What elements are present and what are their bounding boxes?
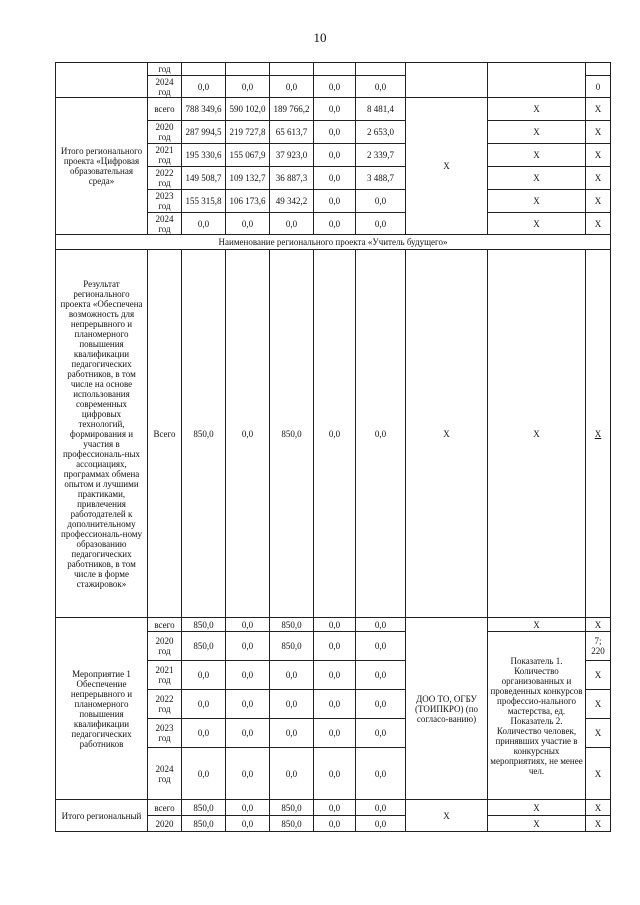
page-number: 10 bbox=[313, 30, 327, 45]
table-row: Результат регионального проекта «Обеспечена возможность для непрерывного и планомерного повышения квалификации педагогических работников, в том числе на основе использования современных цифровых технологий, формирования и участия в профессиональ-ных ассоциациях, программах обмена опытом и лучшими практиками, привлечения работодателей к дополнительному профессиональ-ному образованию педагогических работников, в том числе в форме стажировок» Всего 850,0 0,0 850,0 0,0 0,0 Х Х Х bbox=[56, 250, 611, 618]
budget-table bbox=[55, 62, 611, 832]
section-title: Наименование регионального проекта «Учитель будущего» bbox=[56, 235, 611, 250]
table-row: 2020 850,0 0,0 850,0 0,0 0,0 Х Х bbox=[56, 816, 611, 832]
meropriyatie-label: Мероприятие 1 Обеспечение непрерывного и планомерного повышения квалификации педагогических работников bbox=[56, 618, 148, 800]
table-row: 2024 год 0,0 0,0 0,0 0,0 0,0 Х Х bbox=[56, 213, 611, 235]
table-row: 2023 год 0,0 0,0 0,0 0,0 0,0 Х bbox=[56, 719, 611, 748]
executor-cell: Х bbox=[406, 98, 488, 235]
table-row bbox=[56, 63, 611, 76]
table-row: 2023 год 155 315,8 106 173,6 49 342,2 0,0 0,0 Х Х bbox=[56, 190, 611, 213]
indicator-cell: Х bbox=[488, 250, 586, 618]
table-row: 2020 год 287 994,5 219 727,8 65 613,7 0,0 2 653,0 Х Х bbox=[56, 121, 611, 144]
itogo-cifrovaya-label: Итого регионального проекта «Цифровая образовательная среда» bbox=[56, 98, 148, 235]
executor-cell: Х bbox=[406, 800, 488, 832]
table-row: 2022 год 0,0 0,0 0,0 0,0 0,0 Х bbox=[56, 690, 611, 719]
table-row: 2024 год 0,0 0,0 0,0 0,0 0,0 0 bbox=[56, 76, 611, 98]
year-cell: 2024 год bbox=[148, 76, 182, 98]
value-cell: Х bbox=[586, 250, 611, 618]
table-row: 2020 год 850,0 0,0 850,0 0,0 0,0 Показатель 1. Количество организованных и проведенных конкурсов профессио-нального мастерства, ед. Показатель 2. Количество человек, принявших участие в конкурсных мероприятиях, не менее чел. 7; 220 bbox=[56, 632, 611, 661]
rezultat-label: Результат регионального проекта «Обеспечена возможность для непрерывного и планомерного повышения квалификации педагогических работников, в том числе на основе использования современных цифровых технологий, формирования и участия в профессиональ-ных ассоциациях, программах обмена опытом и лучшими практиками, привлечения работодателей к дополнительному профессиональ-ному образованию педагогических работников, в том числе в форме стажировок» bbox=[56, 250, 148, 618]
indicator-cell bbox=[488, 63, 586, 98]
table-row bbox=[56, 235, 611, 250]
itogo-uchitel-label: Итого региональный bbox=[56, 800, 148, 832]
table-row: 2022 год 149 508,7 109 132,7 36 887,3 0,0 3 488,7 Х Х bbox=[56, 167, 611, 190]
value-cell: 0 bbox=[586, 76, 611, 98]
table-row: Итого региональный всего 850,0 0,0 850,0 0,0 0,0 Х Х Х bbox=[56, 800, 611, 816]
executor-cell bbox=[406, 63, 488, 98]
executor-cell: Х bbox=[406, 250, 488, 618]
table-row: 2021 год 195 330,6 155 067,9 37 923,0 0,0 2 339,7 Х Х bbox=[56, 144, 611, 167]
table-row: 2021 год 0,0 0,0 0,0 0,0 0,0 Х bbox=[56, 661, 611, 690]
year-cell: год bbox=[148, 63, 182, 76]
executor-cell: ДОО ТО, ОГБУ (ТОИПКРО) (по согласо-ванию) bbox=[406, 618, 488, 800]
project-label-cell bbox=[56, 63, 148, 98]
table-row: Мероприятие 1 Обеспечение непрерывного и планомерного повышения квалификации педагогических работников всего 850,0 0,0 850,0 0,0 0,0 ДОО ТО, ОГБУ (ТОИПКРО) (по согласо-ванию) Х Х bbox=[56, 618, 611, 632]
table-row: 2024 год 0,0 0,0 0,0 0,0 0,0 Х bbox=[56, 748, 611, 800]
table-row: Итого регионального проекта «Цифровая образовательная среда» всего 788 349,6 590 102,0 189 766,2 0,0 8 481,4 Х Х Х bbox=[56, 98, 611, 121]
indicator-cell: Показатель 1. Количество организованных и проведенных конкурсов профессио-нального мастерства, ед. Показатель 2. Количество человек, принявших участие в конкурсных мероприятиях, не менее чел. bbox=[488, 632, 586, 800]
